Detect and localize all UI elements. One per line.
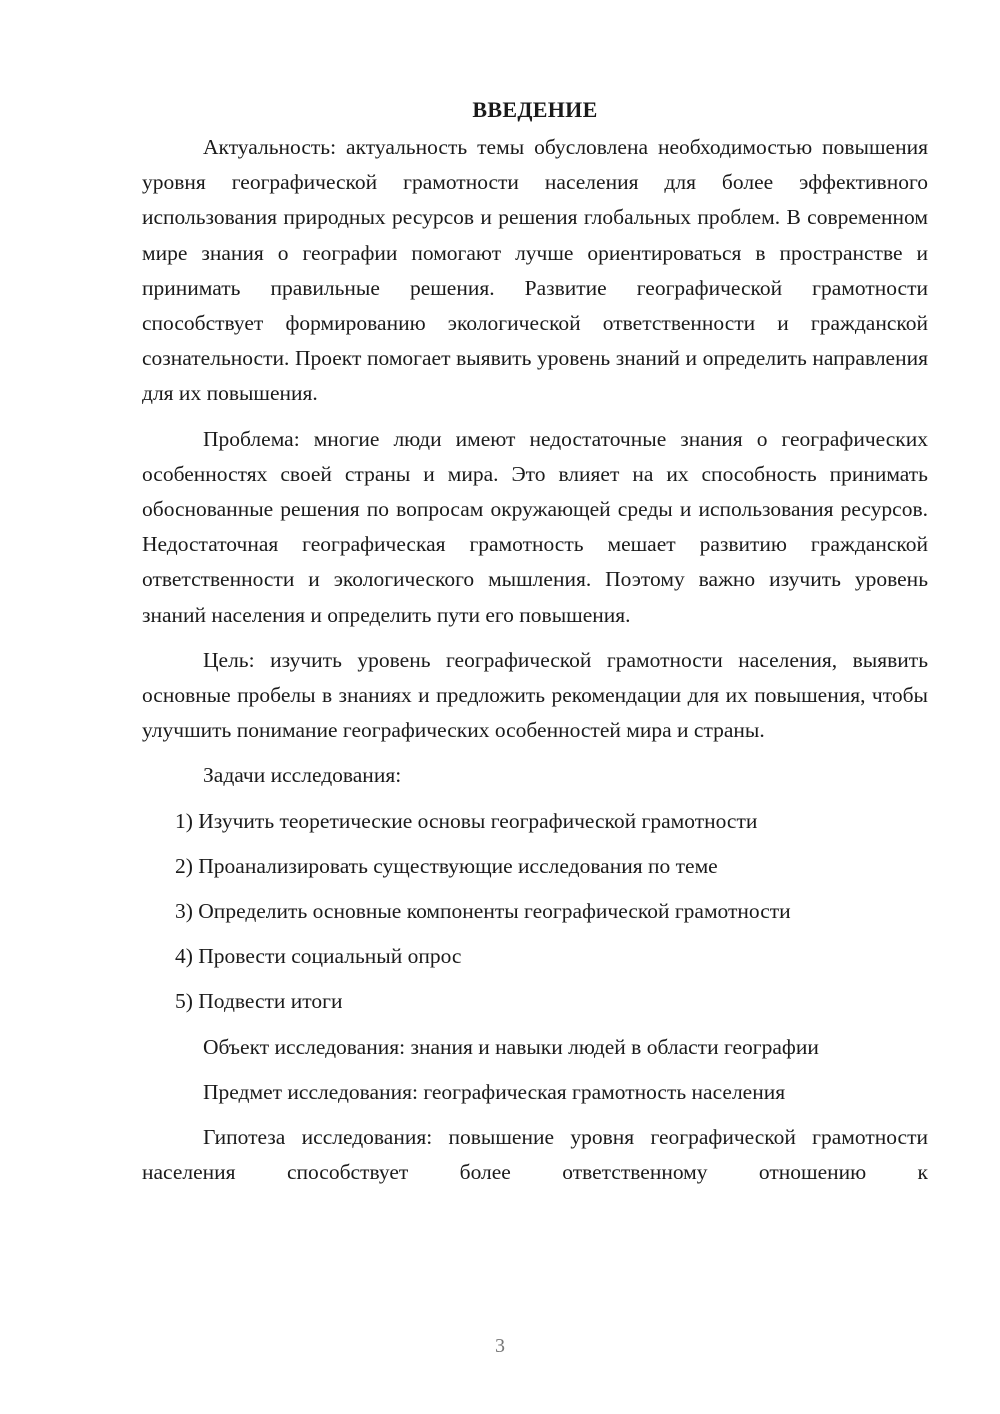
tasks-list: [142, 804, 928, 1020]
task-item-2: 2) Проанализировать существующие исследования по теме: [175, 853, 718, 878]
task-item-4: 4) Провести социальный опрос: [175, 944, 462, 969]
page-number: 3: [495, 1335, 505, 1357]
task-item-1: 1) Изучить теоретические основы географической грамотности: [175, 808, 758, 833]
goal-paragraph: Цель: изучить уровень географической грамотности населения, выявить основные пробелы в знаниях и предложить рекомендации для их повышения, чтобы улучшить понимание географических особенностей мира и страны.: [142, 647, 928, 743]
problem-paragraph: Проблема: многие люди имеют недостаточные знания о географических особенностях своей страны и мира. Это влияет на их способность принимать обоснованные решения по вопросам окружающей среды и использования ресурсов. Недостаточная географическая грамотность мешает развитию гражданской ответственности и экологического мышления. Поэтому важно изучить уровень знаний населения и определить пути его повышения.: [142, 426, 928, 627]
task-item-5: 5) Подвести итоги: [175, 989, 343, 1014]
task-item-3: 3) Определить основные компоненты географической грамотности: [175, 899, 791, 924]
tasks-title: Задачи исследования:: [203, 763, 402, 788]
relevance-paragraph: Актуальность: актуальность темы обусловлена необходимостью повышения уровня географической грамотности населения для более эффективного использования природных ресурсов и решения глобальных проблем. В современном мире знания о географии помогают лучше ориентироваться в пространстве и принимать правильные решения. Развитие географической грамотности способствует формированию экологической ответственности и гражданской сознательности. Проект помогает выявить уровень знаний и определить направления для их повышения.: [142, 135, 928, 406]
research-hypothesis: Гипотеза исследования: повышение уровня географической грамотности населения способствует более ответственному отношению к: [142, 1125, 928, 1185]
page-title: ВВЕДЕНИЕ: [472, 97, 598, 122]
research-subject: Предмет исследования: географическая грамотность населения: [203, 1079, 786, 1104]
document-page: [142, 90, 928, 1200]
research-object: Объект исследования: знания и навыки людей в области географии: [203, 1034, 819, 1059]
